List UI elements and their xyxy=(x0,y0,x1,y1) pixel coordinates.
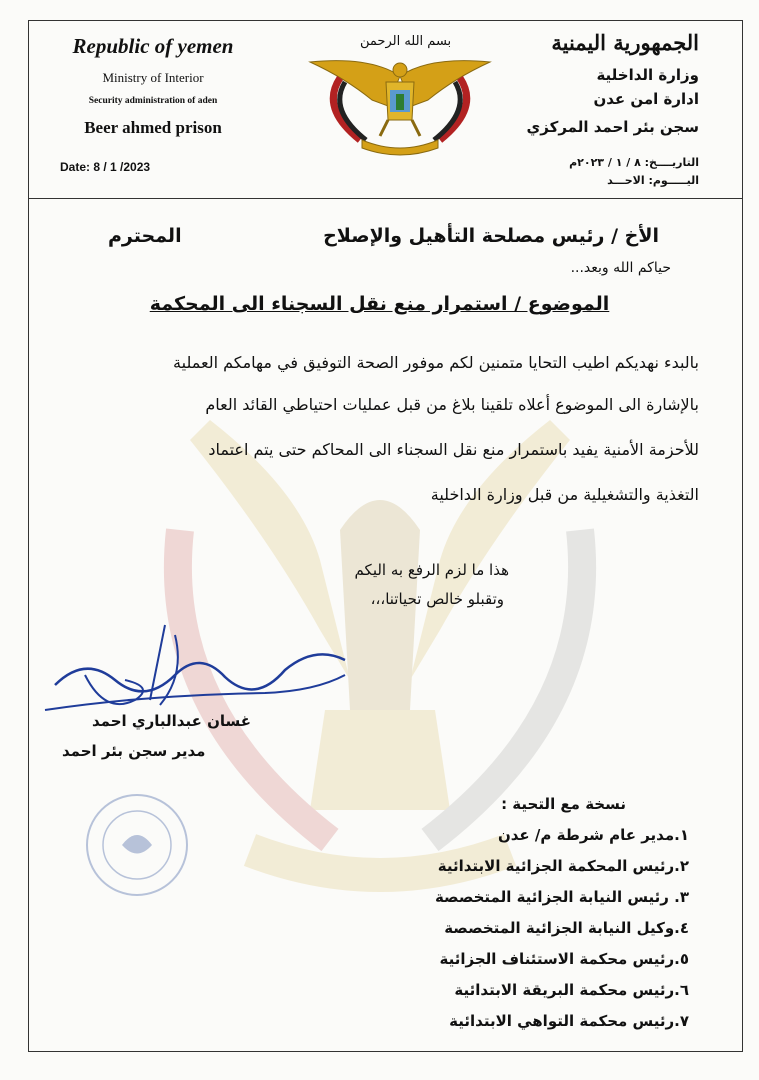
addressee: الأخ / رئيس مصلحة التأهيل والإصلاح xyxy=(323,225,659,247)
copy-item: ٥.رئيس محكمة الاستئناف الجزائية xyxy=(439,950,689,968)
yemen-emblem-icon xyxy=(300,48,500,158)
subject-line: الموضوع / استمرار منع نقل السجناء الى المحكمة xyxy=(149,293,610,315)
basmala: بسم الله الرحمن xyxy=(360,34,452,49)
copy-item: ٦.رئيس محكمة البريقة الابتدائية xyxy=(454,981,689,999)
copy-item: ٣. رئيس النيابة الجزائية المتخصصة xyxy=(434,888,689,906)
closing-line-1: هذا ما لزم الرفع به اليكم xyxy=(354,561,509,579)
header-country-ar: الجمهورية اليمنية xyxy=(551,30,699,55)
header-ministry-ar: وزارة الداخلية xyxy=(596,66,699,84)
copy-item: ٧.رئيس محكمة التواهي الابتدائية xyxy=(449,1012,689,1030)
header-divider xyxy=(28,198,743,199)
header-date-ar: التاريــــخ: ٨ / ١ / ٢٠٢٣م xyxy=(569,156,699,169)
copy-item: ١.مدير عام شرطة م/ عدن xyxy=(497,826,689,844)
header-day-ar: اليـــــوم: الاحـــد xyxy=(607,174,699,187)
copies-header: نسخة مع التحية : xyxy=(501,795,626,813)
header-ministry-en: Ministry of Interior xyxy=(102,70,204,85)
header-security-ar: ادارة امن عدن xyxy=(593,90,699,108)
respected-label: المحترم xyxy=(108,225,182,247)
closing-line-2: وتقبلو خالص تحياتنا،،، xyxy=(370,590,504,608)
header-prison-en: Beer ahmed prison xyxy=(84,118,222,137)
body-line-2: بالإشارة الى الموضوع أعلاه تلقينا بلاغ من قبل عمليات احتياطي القائد العام xyxy=(205,395,699,414)
copy-item: ٢.رئيس المحكمة الجزائية الابتدائية xyxy=(437,857,689,875)
body-line-3: للأحزمة الأمنية يفيد باستمرار منع نقل السجناء الى المحاكم حتى يتم اعتماد xyxy=(208,440,699,459)
body-line-1: بالبدء نهديكم اطيب التحايا متمنين لكم موفور الصحة التوفيق في مهامكم العملية xyxy=(173,353,699,372)
header-security-en: Security administration of aden xyxy=(88,96,218,106)
body-line-4: التغذية والتشغيلية من قبل وزارة الداخلية xyxy=(430,485,699,504)
header-country-en: Republic of yemen xyxy=(72,34,234,58)
copy-item: ٤.وكيل النيابة الجزائية المتخصصة xyxy=(444,919,689,937)
official-stamp-icon xyxy=(82,790,192,900)
greeting: حياكم الله وبعد... xyxy=(570,260,671,276)
signatory-name: غسان عبدالباري احمد xyxy=(92,712,252,730)
header-prison-ar: سجن بئر احمد المركزي xyxy=(526,118,699,136)
header-date-en: Date: 8 / 1 /2023 xyxy=(60,160,151,174)
signatory-title: مدير سجن بئر احمد xyxy=(62,742,206,760)
